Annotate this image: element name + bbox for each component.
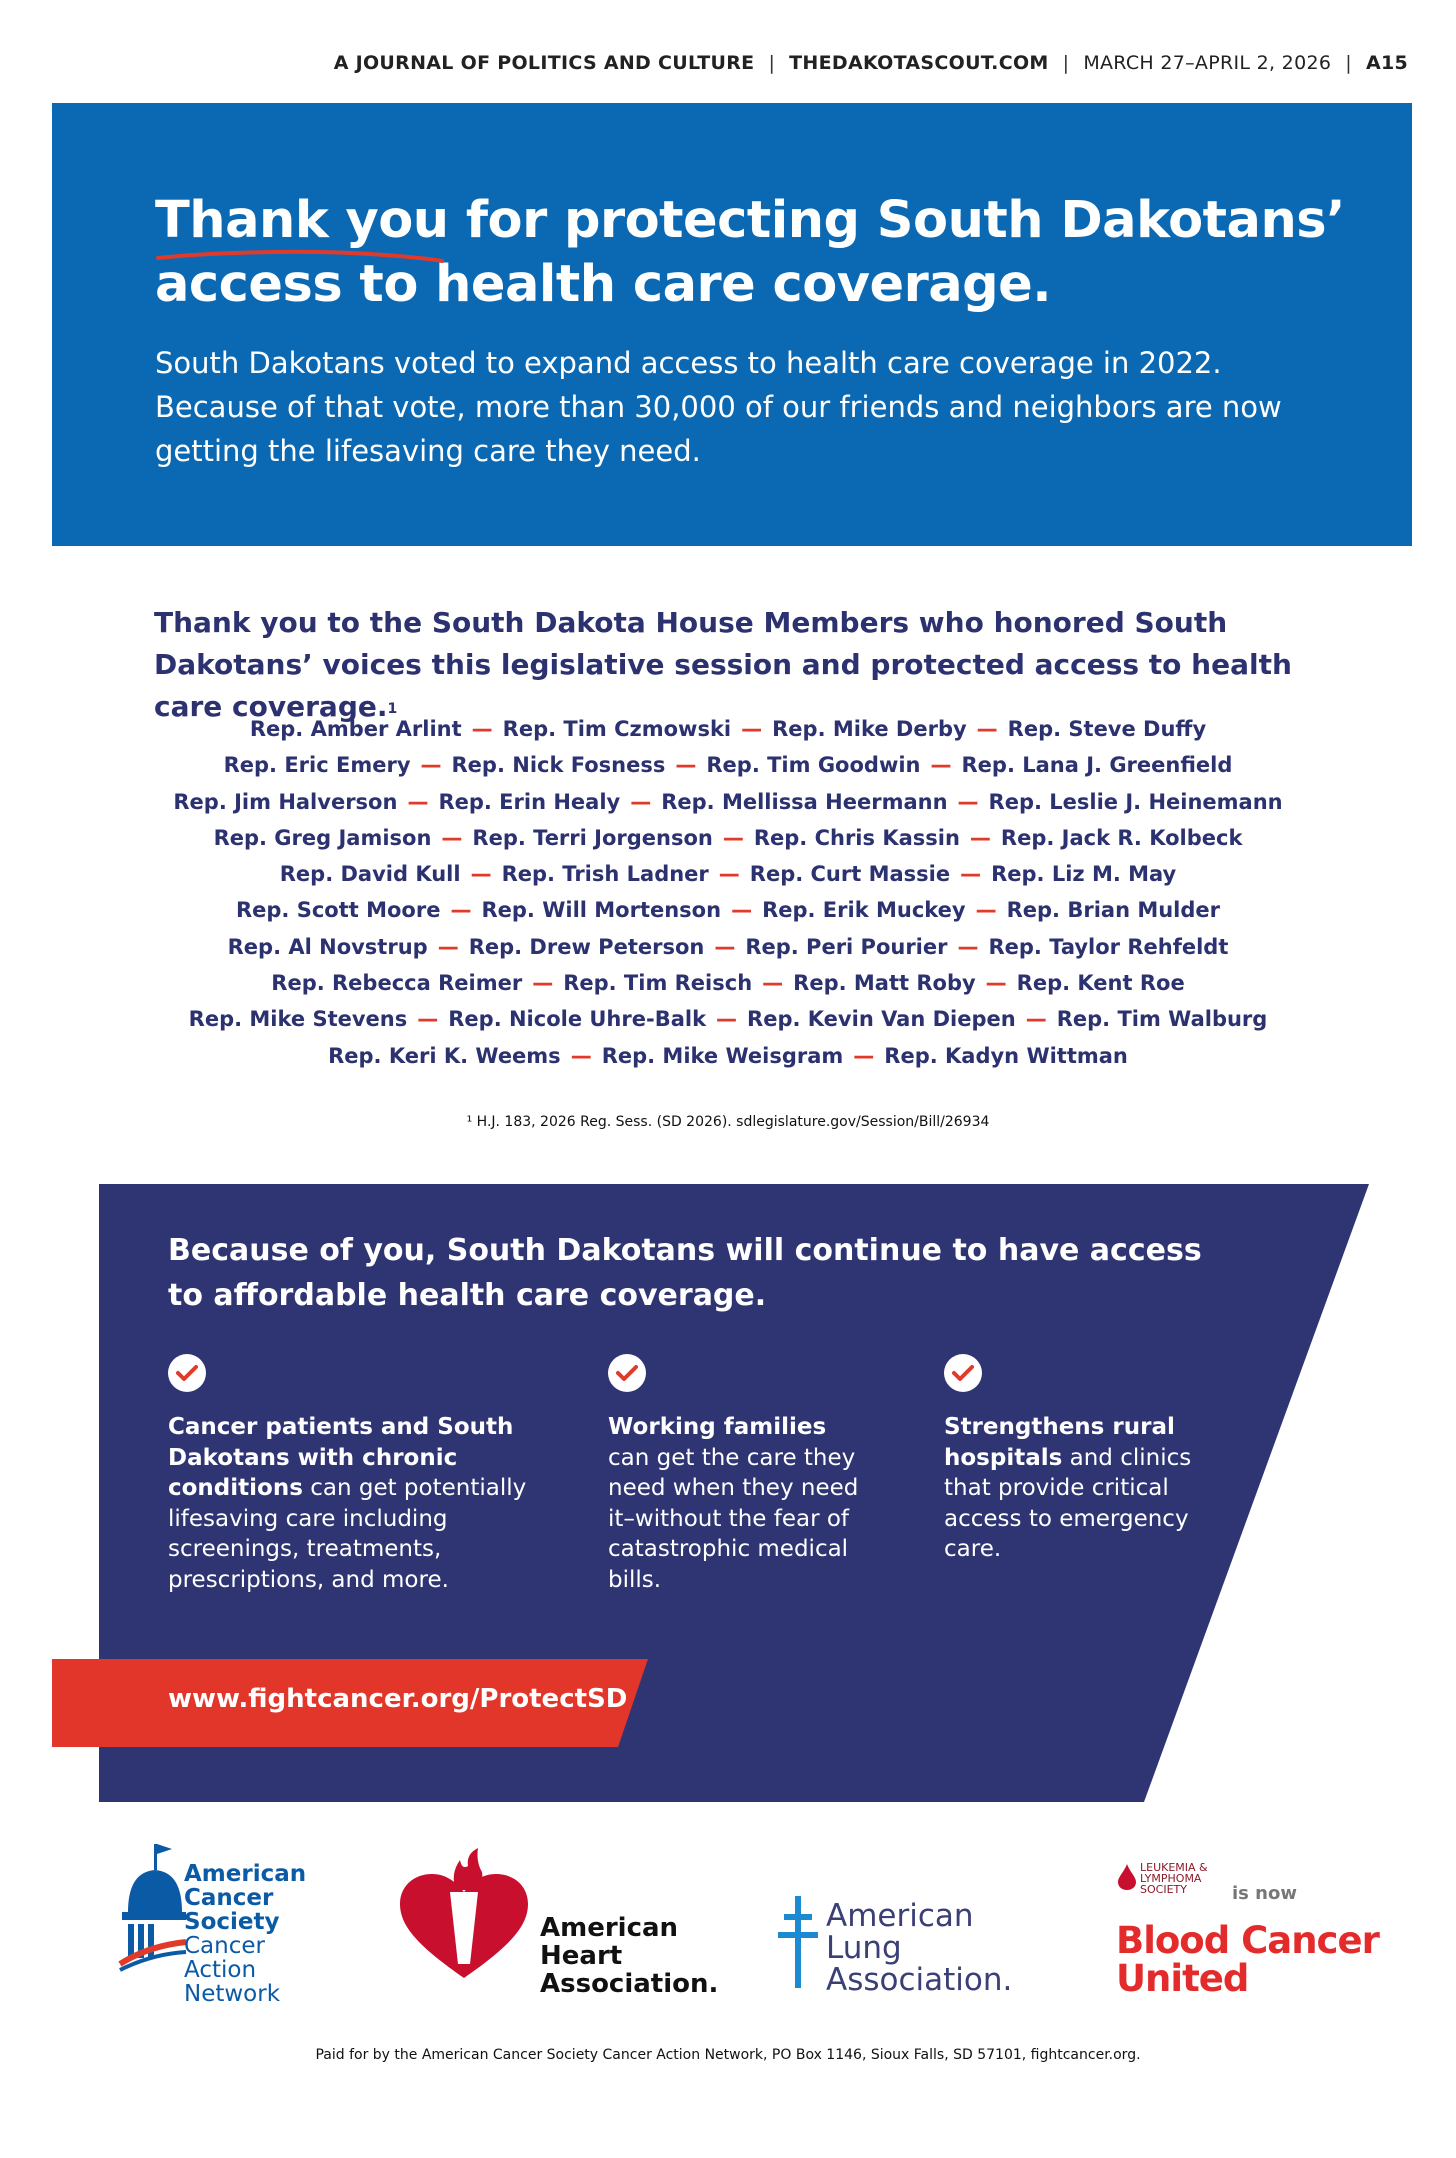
- hero-title-rest: for protecting South Dakotans’: [448, 191, 1345, 250]
- dash-separator: —: [969, 825, 991, 850]
- thanks-heading-text: Thank you to the South Dakota House Members who honored South Dakotans’ voices this legislative session and protected access to health care coverage.: [154, 606, 1292, 723]
- logo-line: Association.: [540, 1969, 719, 1999]
- dash-separator: —: [957, 934, 979, 959]
- footnote: ¹ H.J. 183, 2026 Reg. Sess. (SD 2026). sdlegislature.gov/Session/Bill/26934: [466, 1114, 990, 1130]
- logo-line: American: [540, 1913, 679, 1943]
- representative-name: Rep. Lana J. Greenfield: [961, 753, 1233, 778]
- checkmark-icon: [608, 1354, 646, 1392]
- benefit-text: can get the care they need when they need it–without the fear of catastrophic medical bills.: [608, 1444, 859, 1593]
- representatives-row: [100, 711, 1356, 747]
- separator: |: [768, 52, 776, 74]
- hero-banner: [52, 103, 1412, 546]
- logo-line: Cancer: [184, 1933, 265, 1959]
- logo-line: Lung: [826, 1930, 902, 1966]
- representative-name: Rep. Kadyn Wittman: [884, 1043, 1128, 1068]
- dash-separator: —: [675, 753, 697, 778]
- journal-tagline: A JOURNAL OF POLITICS AND CULTURE: [333, 52, 755, 74]
- dash-separator: —: [960, 862, 982, 887]
- dash-separator: —: [450, 898, 472, 923]
- separator: |: [1345, 52, 1352, 74]
- representative-name: Rep. Taylor Rehfeldt: [988, 934, 1229, 959]
- dash-separator: —: [741, 717, 763, 741]
- representative-name: Rep. Jim Halverson: [173, 789, 398, 814]
- benefit-strong: Cancer patients and South Dakotans with chronic conditions: [168, 1414, 514, 1501]
- representative-name: Rep. Steve Duffy: [1007, 717, 1207, 741]
- logo-line: American: [826, 1898, 974, 1934]
- blood-cancer-united-logo-text: [1116, 1919, 1379, 2000]
- representative-name: Rep. Kent Roe: [1016, 971, 1185, 996]
- representative-name: Rep. Rebecca Reimer: [271, 971, 523, 996]
- representative-name: Rep. Mellissa Heermann: [661, 789, 948, 814]
- representative-name: Rep. Brian Mulder: [1006, 898, 1221, 923]
- representatives-row: [100, 1038, 1356, 1074]
- dash-separator: —: [957, 789, 979, 814]
- logo-line: Cancer: [184, 1885, 274, 1911]
- representative-name: Rep. Chris Kassin: [753, 825, 960, 850]
- representative-name: Rep. Will Mortenson: [481, 898, 722, 923]
- acs-capitol-icon: [118, 1842, 188, 1972]
- logo-line: Association.: [826, 1962, 1013, 1998]
- representative-name: Rep. Trish Ladner: [501, 862, 709, 887]
- logo-line: American: [184, 1861, 307, 1887]
- benefit-text: and clinics that provide critical access to emergency care.: [944, 1444, 1192, 1562]
- representative-name: Rep. Matt Roby: [793, 971, 976, 996]
- benefit-strong: Working families: [608, 1414, 827, 1440]
- representatives-list: [100, 711, 1356, 1074]
- dash-separator: —: [532, 971, 554, 996]
- dash-separator: —: [570, 1043, 592, 1068]
- representative-name: Rep. Tim Czmowski: [502, 717, 732, 741]
- dash-separator: —: [975, 898, 997, 923]
- is-now-label: is now: [1232, 1883, 1297, 1904]
- representative-name: Rep. Peri Pourier: [745, 934, 948, 959]
- dash-separator: —: [985, 971, 1007, 996]
- representative-name: Rep. Drew Peterson: [468, 934, 705, 959]
- dash-separator: —: [976, 717, 998, 741]
- representative-name: Rep. Leslie J. Heinemann: [988, 789, 1283, 814]
- dash-separator: —: [441, 825, 463, 850]
- dash-separator: —: [407, 789, 429, 814]
- representative-name: Rep. Liz M. May: [991, 862, 1177, 887]
- representative-name: Rep. Nicole Uhre-Balk: [448, 1007, 707, 1032]
- representatives-row: [100, 784, 1356, 820]
- representatives-row: [100, 929, 1356, 965]
- hero-title-underlined: Thank you: [155, 191, 449, 250]
- logo-line: Society: [184, 1909, 280, 1935]
- representative-name: Rep. Erik Muckey: [762, 898, 966, 923]
- panel-title: Because of you, South Dakotans will continue to have access to affordable health care coverage.: [168, 1233, 1202, 1313]
- dash-separator: —: [471, 717, 493, 741]
- representatives-row: [100, 856, 1356, 892]
- dash-separator: —: [714, 934, 736, 959]
- issue-dates: MARCH 27–APRIL 2, 2026: [1083, 52, 1332, 74]
- blood-drop-icon: [1118, 1864, 1136, 1890]
- representative-name: Rep. Curt Massie: [749, 862, 951, 887]
- benefit-text: can get potentially lifesaving care including screenings, treatments, prescriptions, and more.: [168, 1475, 527, 1593]
- checkmark-icon: [168, 1354, 206, 1392]
- logo-line: United: [1116, 1957, 1249, 2000]
- representatives-row: [100, 892, 1356, 928]
- logo-line: LYMPHOMA: [1140, 1872, 1202, 1885]
- checkmark-icon: [944, 1354, 982, 1392]
- representative-name: Rep. Tim Goodwin: [706, 753, 921, 778]
- benefit-strong: Strengthens rural hospitals: [944, 1414, 1175, 1471]
- benefit-rural-hospitals: [944, 1354, 1204, 1565]
- representatives-row: [100, 747, 1356, 783]
- dash-separator: —: [716, 1007, 738, 1032]
- representative-name: Rep. Tim Reisch: [563, 971, 753, 996]
- representative-name: Rep. Kevin Van Diepen: [747, 1007, 1016, 1032]
- dash-separator: —: [853, 1043, 875, 1068]
- dash-separator: —: [420, 753, 442, 778]
- campaign-url-link[interactable]: www.fightcancer.org/ProtectSD: [168, 1684, 628, 1714]
- dash-separator: —: [718, 862, 740, 887]
- acs-can-logo-text: [184, 1862, 306, 2006]
- dash-separator: —: [630, 789, 652, 814]
- ala-logo-text: [826, 1900, 1012, 1996]
- representative-name: Rep. Nick Fosness: [451, 753, 666, 778]
- hero-body: South Dakotans voted to expand access to health care coverage in 2022. Because of that vote, more than 30,000 of our friends and neighbors are now getting the lifesaving care they need.: [155, 346, 1282, 468]
- masthead: [334, 48, 1408, 78]
- aha-logo-text: [540, 1914, 718, 1998]
- dash-separator: —: [470, 862, 492, 887]
- representative-name: Rep. Mike Stevens: [188, 1007, 408, 1032]
- dash-separator: —: [722, 825, 744, 850]
- site-name: THEDAKOTASCOUT.COM: [789, 52, 1049, 74]
- representative-name: Rep. Erin Healy: [438, 789, 621, 814]
- representatives-row: [100, 820, 1356, 856]
- logo-line: Network: [184, 1981, 281, 2007]
- representative-name: Rep. David Kull: [279, 862, 461, 887]
- representative-name: Rep. Tim Walburg: [1056, 1007, 1268, 1032]
- representative-name: Rep. Terri Jorgenson: [472, 825, 713, 850]
- footnote-marker: 1: [387, 701, 398, 717]
- representatives-row: [100, 965, 1356, 1001]
- dash-separator: —: [1025, 1007, 1047, 1032]
- lls-logo-text: [1140, 1862, 1208, 1895]
- benefit-cancer-patients: [168, 1354, 548, 1595]
- representative-name: Rep. Jack R. Kolbeck: [1000, 825, 1243, 850]
- logo-line: Heart: [540, 1941, 623, 1971]
- logo-line: Blood Cancer: [1116, 1919, 1379, 1962]
- representative-name: Rep. Amber Arlint: [249, 717, 462, 741]
- thanks-heading: [154, 602, 1304, 728]
- representative-name: Rep. Greg Jamison: [213, 825, 432, 850]
- representative-name: Rep. Al Novstrup: [227, 934, 428, 959]
- representative-name: Rep. Mike Weisgram: [601, 1043, 844, 1068]
- benefit-working-families: [608, 1354, 868, 1595]
- dash-separator: —: [731, 898, 753, 923]
- dash-separator: —: [930, 753, 952, 778]
- representative-name: Rep. Eric Emery: [223, 753, 411, 778]
- logo-line: LEUKEMIA &: [1140, 1861, 1208, 1874]
- logo-line: Action: [184, 1957, 257, 1983]
- dash-separator: —: [762, 971, 784, 996]
- dash-separator: —: [417, 1007, 439, 1032]
- representative-name: Rep. Scott Moore: [235, 898, 441, 923]
- paid-for-disclaimer: Paid for by the American Cancer Society Cancer Action Network, PO Box 1146, Sioux Falls, SD 57101, fightcancer.org.: [315, 2047, 1141, 2063]
- dash-separator: —: [437, 934, 459, 959]
- logo-line: SOCIETY: [1140, 1883, 1187, 1896]
- page-number: A15: [1365, 52, 1408, 74]
- hero-title-line2: access to health care coverage.: [155, 255, 1052, 314]
- representatives-row: [100, 1001, 1356, 1037]
- separator: |: [1062, 52, 1070, 74]
- lorraine-cross-icon: [778, 1896, 818, 1988]
- heart-torch-icon: [398, 1846, 530, 1982]
- representative-name: Rep. Keri K. Weems: [328, 1043, 561, 1068]
- hand-underline-decoration: [155, 246, 445, 266]
- representative-name: Rep. Mike Derby: [772, 717, 967, 741]
